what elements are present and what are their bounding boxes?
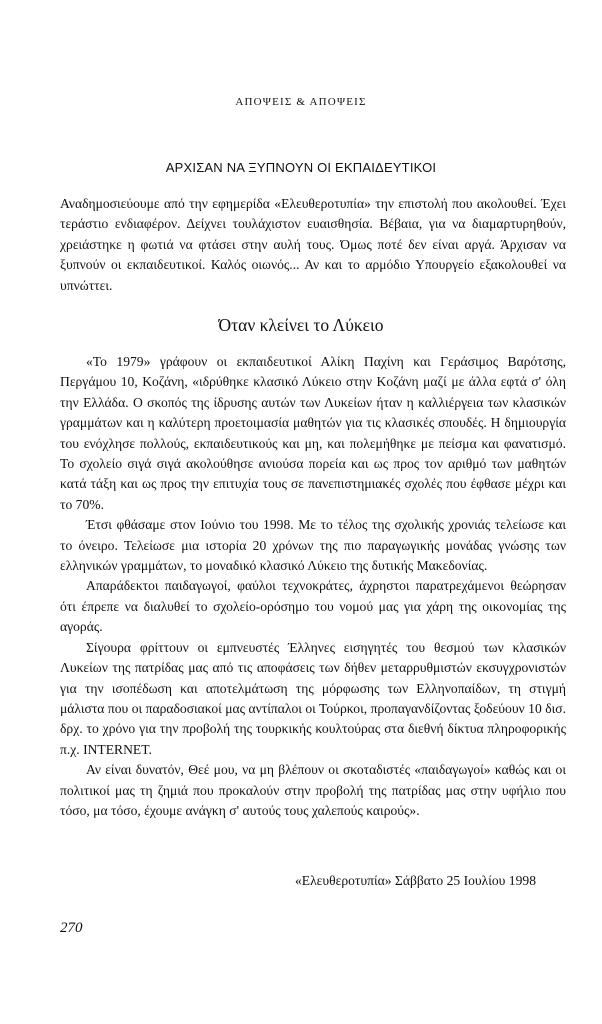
- article-title: ΑΡΧΙΣΑΝ ΝΑ ΞΥΠΝΟΥΝ ΟΙ ΕΚΠΑΙΔΕΥΤΙΚΟΙ: [165, 160, 437, 175]
- body-paragraph: Έτσι φθάσαμε στον Ιούνιο του 1998. Με το τέλος της σχολικής χρονιάς τελείωσε και το όνειρο. Τελείωσε μια ιστορία 20 χρόνων της πιο παραγωγικής μονάδας γνώσης των ελληνικών γραμμάτων, το μοναδικό κλασικό Λύκειο της δυτικής Μακεδονίας.: [60, 517, 566, 574]
- body-paragraph: Αν είναι δυνατόν, Θεέ μου, να μη βλέπουν οι σκοταδιστές «παιδαγωγοί» καθώς και οι πολιτικοί μας τη ζημιά που προκαλούν στην προβολή της πατρίδας μας στην υφήλιο που τόσο, μα τόσο, έχουμε ανάγκη σ' αυτούς τους χαλεπούς καιρούς».: [60, 762, 566, 818]
- page-number: 270: [60, 920, 83, 936]
- intro-paragraph: Αναδημοσιεύουμε από την εφημερίδα «Ελευθεροτυπία» την επιστολή που ακολουθεί. Έχει τεράστιο ενδιαφέρον. Δείχνει τουλάχιστον ευαισθησία. Βέβαια, για να διαμαρτυρηθούν, χρειάστηκε η φωτιά να φτάσει στην αυλή τους. Όμως ποτέ δεν είναι αργά. Άρχισαν να ξυπνούν οι εκπαιδευτικοί. Καλός οιωνός... Αν και το αρμόδιο Υπουργείο εξακολουθεί να υπνώττει.: [60, 196, 566, 293]
- source-signature: «Ελευθεροτυπία» Σάββατο 25 Ιουλίου 1998: [294, 873, 536, 888]
- body-paragraph: Απαράδεκτοι παιδαγωγοί, φαύλοι τεχνοκράτες, άχρηστοι παρατρεχάμενοι θεώρησαν ότι έπρεπε να διαλυθεί το σχολείο-ορόσημο του νομού μας για χάρη της οικονομίας της αγοράς.: [60, 578, 566, 635]
- letter-body: [60, 352, 566, 821]
- body-paragraph: Σίγουρα φρίττουν οι εμπνευστές Έλληνες εισηγητές του θεσμού των κλασικών Λυκείων της πατρίδας μας από τις αποφάσεις των δήθεν μεταρρυθμιστών εκσυγχρονιστών για την ισοπέδωση και αποτελμάτωση της μόρφωσης των Ελληνοπαίδων, τη στιγμή μάλιστα που οι παραδοσιακοί μας αντίπαλοι οι Τούρκοι, προπαγανδίζοντας ξοδεύουν 10 δισ. δρχ. το χρόνο για την προβολή της τουρκικής κουλτούρας στα διεθνή δίκτυα πληροφορικής π.χ. INTERNET.: [60, 639, 566, 757]
- running-head: ΑΠΟΨΕΙΣ & ΑΠΟΨΕΙΣ: [235, 96, 367, 108]
- section-title: Όταν κλείνει το Λύκειο: [218, 315, 384, 335]
- body-paragraph: «Το 1979» γράφουν οι εκπαιδευτικοί Αλίκη Παχίνη και Γεράσιμος Βαρότσης, Περγάμου 10, Κοζάνη, «ιδρύθηκε κλασικό Λύκειο στην Κοζάνη μαζί με άλλα εφτά σ' όλη την Ελλάδα. Ο σκοπός της ίδρυσης αυτών των Λυκείων ήταν η καλλιέργεια των κλασικών γραμμάτων και η καλύτερη προετοιμασία μαθητών για τις κλασικές σπουδές. Η δημιουργία του ενόχλησε πολλούς, εκπαιδευτικούς και μη, και πολεμήθηκε με πείσμα και φανατισμό. Το σχολείο σιγά σιγά ακολούθησε ανιούσα πορεία και ως προς τον αριθμό των μαθητών κατά τάξη και ως προς την επιτυχία τους σε πανεπιστημιακές σχολές που έφθασε μέχρι και το 70%.: [60, 354, 566, 512]
